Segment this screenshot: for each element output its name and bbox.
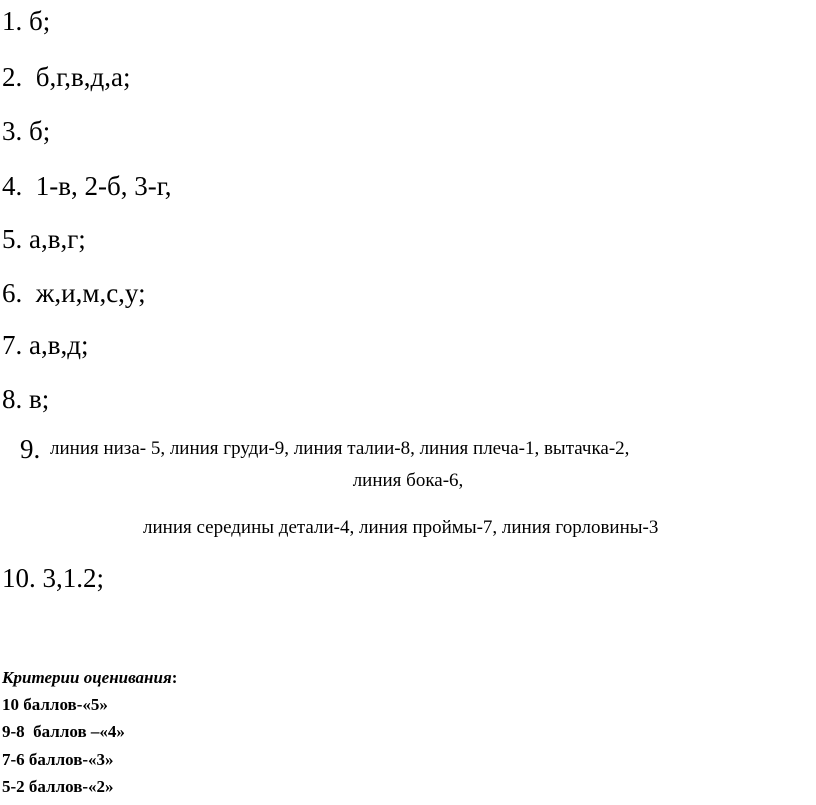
answer-4: 4. 1-в, 2-б, 3-г, xyxy=(2,171,172,201)
answer-6: 6. ж,и,м,с,у; xyxy=(2,278,146,308)
answer-2: 2. б,г,в,д,а; xyxy=(2,62,131,92)
answer-9-line-3: линия середины детали-4, линия проймы-7, линия горловины-3 xyxy=(143,517,659,538)
answer-10: 10. 3,1.2; xyxy=(2,563,105,593)
answer-9-line-1: линия низа- 5, линия груди-9, линия талии-8, линия плеча-1, вытачка-2, xyxy=(50,438,630,459)
criteria-colon: : xyxy=(171,668,178,687)
criteria-line: 5-2 баллов-«2» xyxy=(2,777,114,796)
criteria-line: 7-6 баллов-«3» xyxy=(2,750,114,769)
criteria-line: 9-8 баллов –«4» xyxy=(2,722,125,741)
answer-9-line-2: линия бока-6, xyxy=(352,470,464,491)
criteria-title: Критерии оценивания xyxy=(2,668,172,687)
answer-9-number: 9. xyxy=(20,434,41,464)
answer-1: 1. б; xyxy=(2,6,51,36)
criteria-line: 10 баллов-«5» xyxy=(2,695,108,714)
criteria-heading xyxy=(2,668,177,688)
answer-3: 3. б; xyxy=(2,116,51,146)
answer-7: 7. а,в,д; xyxy=(2,330,89,360)
answer-5: 5. а,в,г; xyxy=(2,224,86,254)
answer-8: 8. в; xyxy=(2,384,50,414)
